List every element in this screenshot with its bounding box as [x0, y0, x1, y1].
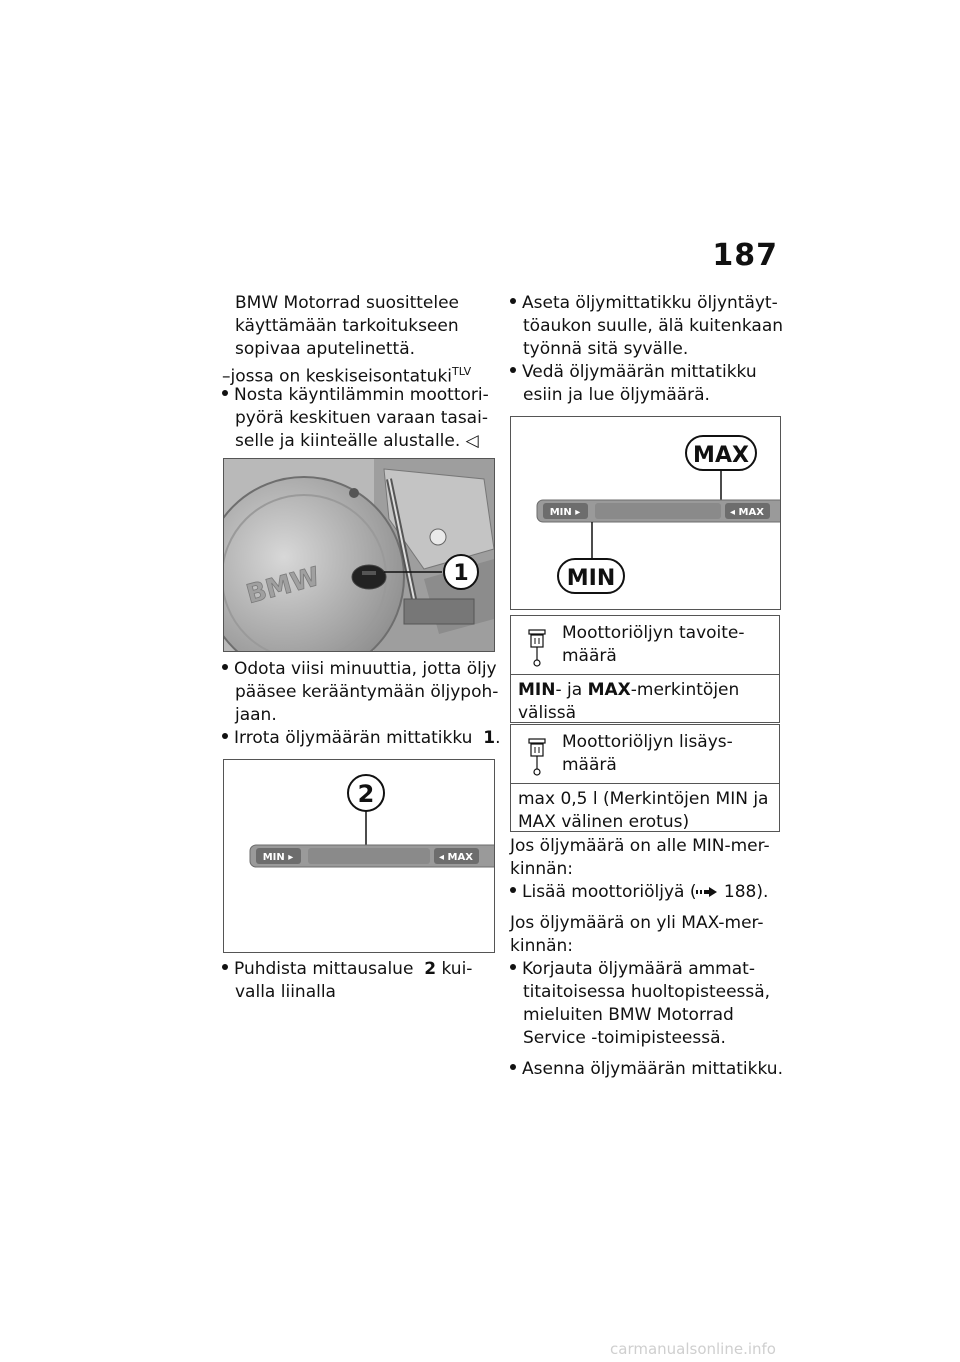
- bullet-icon: [510, 964, 516, 970]
- bullet-icon: [222, 664, 228, 670]
- table-value-line: MAX välinen erotus): [518, 812, 690, 832]
- bullet-icon: [222, 964, 228, 970]
- step-correct: Korjauta öljymäärä ammat-: [510, 957, 755, 981]
- above-max-text: kinnän:: [510, 936, 574, 956]
- min-callout: MIN: [566, 566, 616, 591]
- step-aseta-line: työnnä sitä syvälle.: [523, 339, 689, 359]
- step-veda: Vedä öljymäärän mittatikku: [510, 360, 757, 384]
- min-mark: MIN ▸: [262, 852, 294, 863]
- step-aseta: Aseta öljymittatikku öljyntäyt-: [510, 291, 778, 315]
- page-reference-arrow-icon: [696, 886, 718, 898]
- step-aseta-line: töaukon suulle, älä kuitenkaan: [523, 316, 784, 336]
- table-header-line: määrä: [562, 755, 617, 775]
- table-header-line: määrä: [562, 646, 617, 666]
- engine-oil-icon: [527, 737, 547, 777]
- step-odota-line: pääsee kerääntymään öljypoh-: [235, 682, 499, 702]
- step-nosta-line: pyörä keskituen varaan tasai-: [235, 408, 488, 428]
- callout-1: 1: [453, 561, 469, 586]
- table-value: MIN- ja MAX-merkintöjen: [518, 680, 740, 700]
- step-nosta-line: selle ja kiinteälle alustalle. ◁: [235, 431, 479, 451]
- step-puhdista-line: valla liinalla: [235, 982, 336, 1002]
- above-max-text: Jos öljymäärä on yli MAX-mer-: [510, 913, 764, 933]
- dipstick-figure-2: [223, 759, 495, 953]
- engine-photo: [223, 458, 495, 652]
- intro-line: käyttämään tarkoitukseen: [235, 316, 459, 336]
- table-header-line: Moottoriöljyn tavoite-: [562, 623, 745, 643]
- table-value: max 0,5 l (Merkintöjen MIN ja: [518, 789, 769, 809]
- engine-illustration: [224, 459, 494, 651]
- step-veda-line: esiin ja lue öljymäärä.: [523, 385, 710, 405]
- step-correct-line: Service -toimipisteessä.: [523, 1028, 726, 1048]
- end-marker-icon: ◁: [465, 431, 479, 451]
- step-install: Asenna öljymäärän mittatikku.: [510, 1057, 783, 1081]
- page-reference-link[interactable]: 188).: [723, 882, 769, 902]
- bullet-icon: [510, 298, 516, 304]
- engine-oil-icon: [527, 628, 547, 668]
- svg-text:BMW: BMW: [243, 561, 323, 611]
- bullet-icon: [510, 887, 516, 893]
- step-irrota: Irrota öljymäärän mittatikku 1.: [222, 726, 501, 750]
- max-mark: ◂ MAX: [439, 852, 473, 863]
- step-odota: Odota viisi minuuttia, jotta öljy: [222, 657, 497, 681]
- table-header-line: Moottoriöljyn lisäys-: [562, 732, 733, 752]
- bullet-icon: [222, 733, 228, 739]
- dipstick-figure-minmax: [510, 416, 781, 610]
- step-add-oil: Lisää moottoriöljyä ( 188).: [510, 880, 768, 904]
- intro-line: sopivaa aputelinettä.: [235, 339, 416, 359]
- below-min-text: Jos öljymäärä on alle MIN-mer-: [510, 836, 770, 856]
- oil-add-table: [510, 724, 780, 832]
- max-mark: ◂ MAX: [730, 507, 764, 518]
- step-correct-line: mieluiten BMW Motorrad: [523, 1005, 734, 1025]
- oil-target-table: [510, 615, 780, 723]
- callout-2: 2: [357, 780, 375, 808]
- bullet-icon: [510, 367, 516, 373]
- page-number: 187: [712, 238, 778, 273]
- tlv-line: –jossa on keskiseisontatuki$^{TLV}$: [222, 365, 472, 387]
- max-callout: MAX: [693, 443, 749, 468]
- step-odota-line: jaan.: [235, 705, 277, 725]
- bullet-icon: [222, 390, 228, 396]
- step-puhdista: Puhdista mittausalue 2 kui-: [222, 957, 472, 981]
- table-value-row: [511, 674, 779, 722]
- bullet-icon: [510, 1064, 516, 1070]
- watermark-footer: carmanualsonline.info: [610, 1340, 776, 1358]
- step-correct-line: titaitoisessa huoltopisteessä,: [523, 982, 771, 1002]
- step-nosta: Nosta käyntilämmin moottori-: [222, 383, 489, 407]
- min-mark: MIN ▸: [549, 507, 581, 518]
- tlv-option-marker: TLV: [452, 365, 472, 378]
- below-min-text: kinnän:: [510, 859, 574, 879]
- table-value-row: [511, 783, 779, 831]
- table-value-line: välissä: [518, 703, 577, 723]
- intro-line: BMW Motorrad suosittelee: [235, 293, 460, 313]
